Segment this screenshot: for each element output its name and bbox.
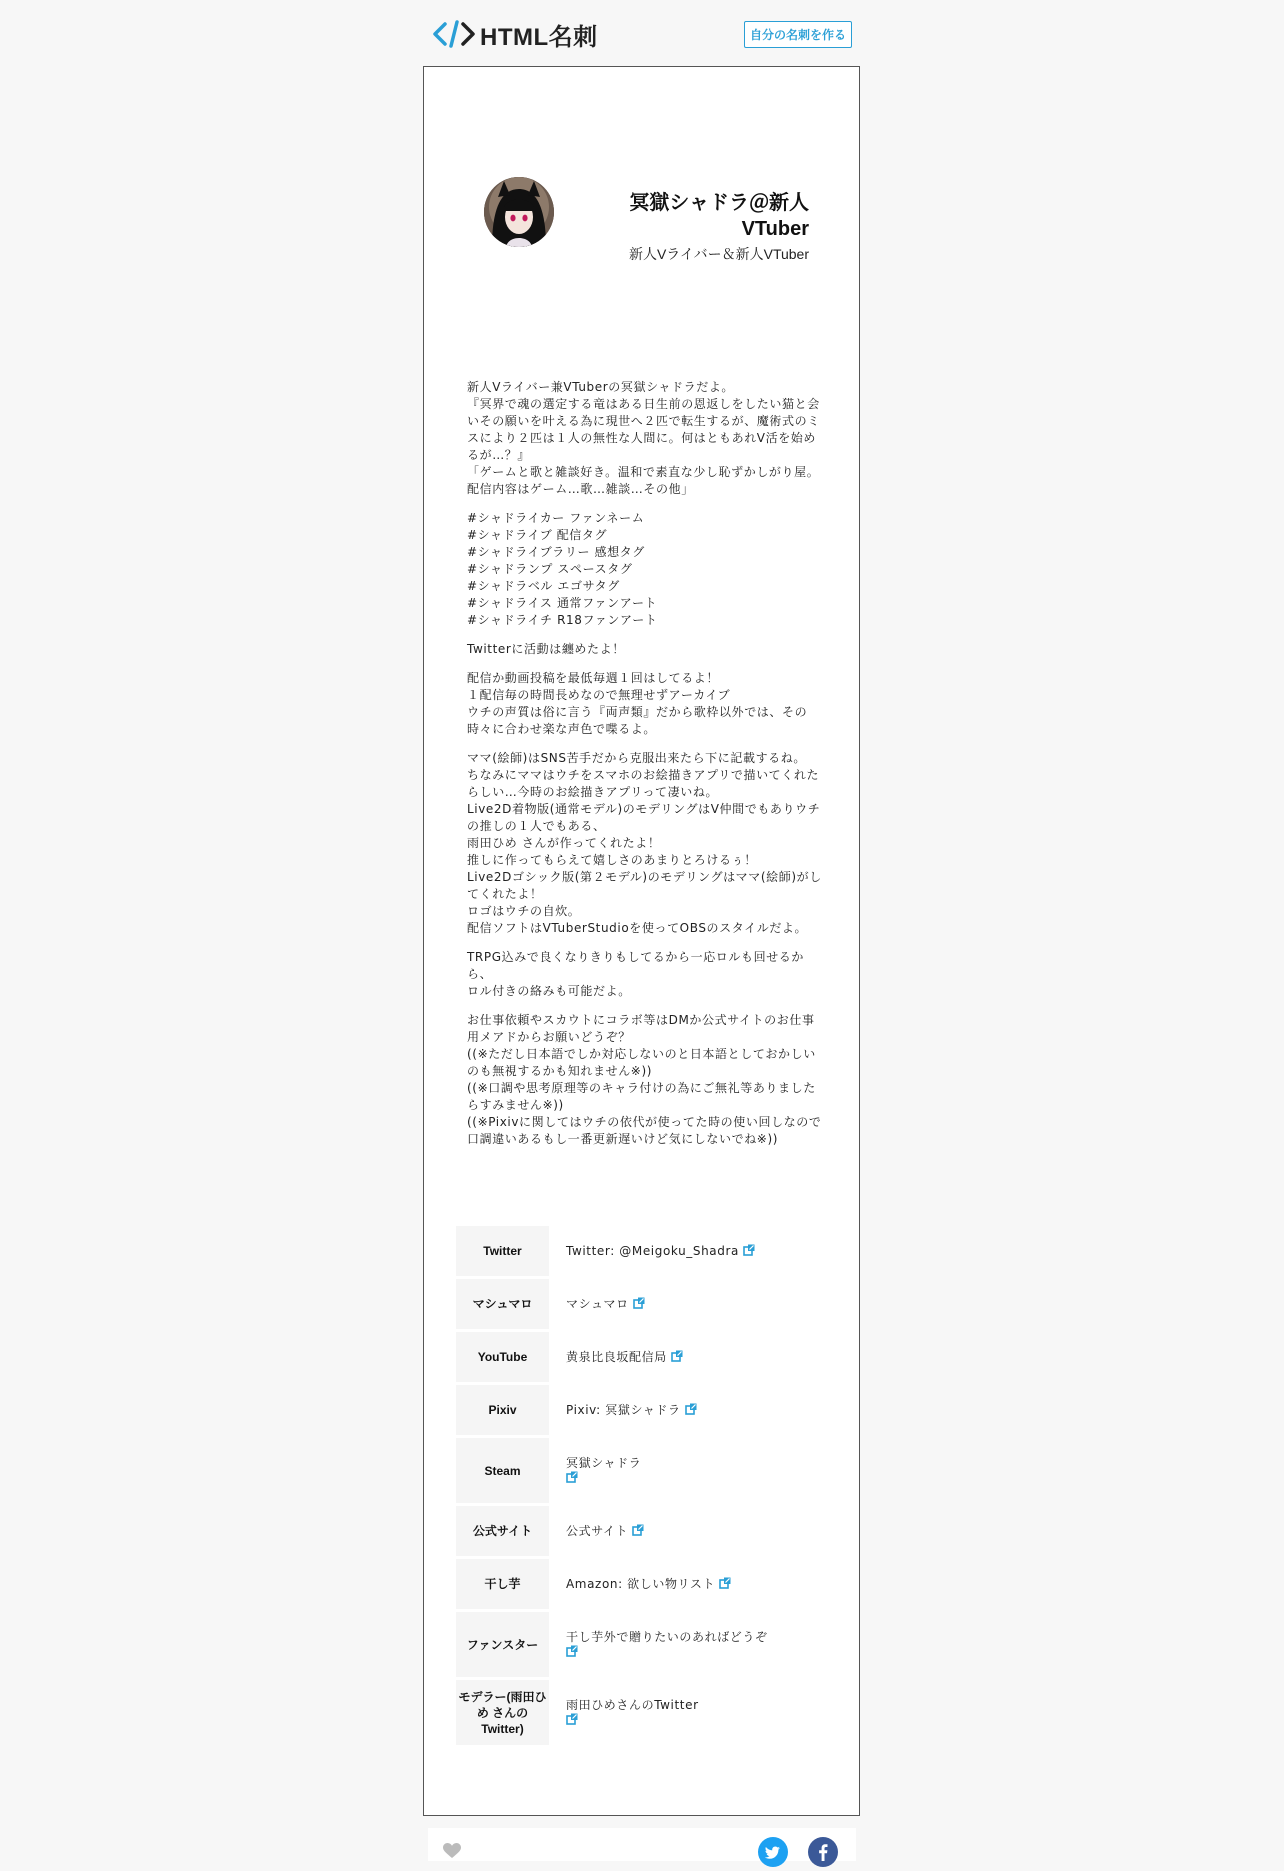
external-link-icon[interactable] xyxy=(632,1524,644,1536)
link-label: Twitter xyxy=(456,1226,549,1276)
external-link-icon[interactable] xyxy=(671,1350,683,1362)
link-row-steam xyxy=(456,1438,826,1503)
link-text[interactable]: 黄泉比良坂配信局 xyxy=(566,1349,667,1364)
avatar-illustration xyxy=(484,177,554,247)
link-text[interactable]: Amazon: 欲しい物リスト xyxy=(566,1576,716,1591)
external-link-icon[interactable] xyxy=(685,1403,697,1415)
links-table xyxy=(456,1223,826,1748)
profile-bio xyxy=(467,379,822,1160)
code-brackets-icon xyxy=(432,18,476,50)
link-value[interactable] xyxy=(549,1226,826,1276)
external-link-icon[interactable] xyxy=(566,1645,578,1657)
external-link-icon[interactable] xyxy=(633,1297,645,1309)
link-value[interactable] xyxy=(549,1680,826,1745)
external-link-icon[interactable] xyxy=(566,1471,578,1483)
link-row-wishlist xyxy=(456,1559,826,1609)
link-label: 干し芋 xyxy=(456,1559,549,1609)
profile-subtitle: 新人Vライバー＆新人VTuber xyxy=(628,246,809,262)
link-label: ファンスター xyxy=(456,1612,549,1677)
link-row-marshmallow xyxy=(456,1279,826,1329)
bio-paragraph: TRPG込みで良くなりきりもしてるから一応ロルも回せるから、 ロル付きの絡みも可能だよ。 xyxy=(467,950,805,998)
link-row-fanstar xyxy=(456,1612,826,1677)
top-bar xyxy=(0,0,1284,66)
share-twitter-button[interactable] xyxy=(758,1837,788,1867)
link-row-pixiv xyxy=(456,1385,826,1435)
link-value[interactable] xyxy=(549,1438,826,1503)
link-row-twitter xyxy=(456,1226,826,1276)
external-link-icon[interactable] xyxy=(719,1577,731,1589)
link-text[interactable]: Pixiv: 冥獄シャドラ xyxy=(566,1402,681,1417)
bio-paragraph: #シャドライカー ファンネーム #シャドライブ 配信タグ #シャドライブラリー 感想タグ #シャドランプ スペースタグ #シャドラベル エゴサタグ #シャドライス 通常ファンアート #シャドライチ R18ファンアート xyxy=(467,511,658,627)
link-label: Steam xyxy=(456,1438,549,1503)
profile-card xyxy=(423,66,860,1816)
link-label: 公式サイト xyxy=(456,1506,549,1556)
create-card-button[interactable]: 自分の名刺を作る xyxy=(744,21,852,48)
link-text[interactable]: 冥獄シャドラ xyxy=(566,1455,642,1470)
bio-paragraph: 配信か動画投稿を最低毎週１回はしてるよ！ １配信毎の時間長めなので無理せずアーカイブ ウチの声質は俗に言う『両声類』だから歌枠以外では、その時々に合わせ楽な声色で喋るよ。 xyxy=(467,671,808,736)
bio-paragraph: ママ(絵師)はSNS苦手だから克服出来たら下に記載するね。 ちなみにママはウチをスマホのお絵描きアプリで描いてくれたらしい…今時のお絵描きアプリって凄いね。 Live2D着物版(通常モデル)のモデリングはV仲間でもありウチの推しの１人でもある、 雨田ひめ さんが作ってくれたよ！ 推しに作ってもらえて嬉しさのあまりとろけるぅ！ Live2Dゴシック版(第２モデル)のモデリングはママ(絵師)がしてくれたよ！ ロゴはウチの自炊。 配信ソフトはVTuberStudioを使ってOBSのスタイルだよ。 xyxy=(467,751,822,935)
twitter-bird-icon xyxy=(758,1837,788,1867)
share-facebook-button[interactable] xyxy=(808,1837,838,1867)
link-row-official-site xyxy=(456,1506,826,1556)
logo-text: HTML名刺 xyxy=(480,23,598,51)
external-link-icon[interactable] xyxy=(566,1713,578,1725)
link-row-youtube xyxy=(456,1332,826,1382)
bio-paragraph: 新人Vライバー兼VTuberの冥獄シャドラだよ。 『冥界で魂の選定する竜はある日生前の恩返しをしたい猫と会いその願いを叶える為に現世へ２匹で転生するが、魔術式のミスにより２匹は１人の無性な人間に。何はともあれV活を始めるが…？』 「ゲームと歌と雑談好き。温和で素直な少し恥ずかしがり屋。配信内容はゲーム…歌…雑談…その他」 xyxy=(467,380,820,496)
link-text[interactable]: Twitter: @Meigoku_Shadra xyxy=(566,1243,739,1258)
bio-paragraph: お仕事依頼やスカウトにコラボ等はDMか公式サイトのお仕事用メアドからお願いどうぞ？ ((※ただし日本語でしか対応しないのと日本語としておかしいのも無視するかも知れません※)) ((※口調や思考原理等のキャラ付けの為にご無礼等ありましたらすみません※)) ((※Pixivに関してはウチの依代が使ってた時の使い回しなので口調違いあるもし一番更新遅いけど気にしないでね※)) xyxy=(467,1013,822,1146)
external-link-icon[interactable] xyxy=(743,1244,755,1256)
link-value[interactable] xyxy=(549,1559,826,1609)
link-value[interactable] xyxy=(549,1332,826,1382)
site-logo[interactable] xyxy=(432,18,598,50)
link-value[interactable] xyxy=(549,1385,826,1435)
link-text[interactable]: 公式サイト xyxy=(566,1523,629,1538)
heart-icon[interactable] xyxy=(443,1843,461,1859)
facebook-f-icon xyxy=(808,1837,838,1867)
link-label: マシュマロ xyxy=(456,1279,549,1329)
link-value[interactable] xyxy=(549,1279,826,1329)
link-value[interactable] xyxy=(549,1612,826,1677)
link-value[interactable] xyxy=(549,1506,826,1556)
link-label: YouTube xyxy=(456,1332,549,1382)
link-text[interactable]: 干し芋外で贈りたいのあればどうぞ xyxy=(566,1629,768,1644)
card-footer xyxy=(428,1828,856,1861)
link-row-modeler xyxy=(456,1680,826,1745)
avatar xyxy=(484,177,554,247)
bio-paragraph: Twitterに活動は纏めたよ！ xyxy=(467,642,625,656)
link-text[interactable]: 雨田ひめさんのTwitter xyxy=(566,1697,699,1712)
profile-name: 冥獄シャドラ＠新人VTuber xyxy=(629,192,809,240)
link-label: Pixiv xyxy=(456,1385,549,1435)
link-text[interactable]: マシュマロ xyxy=(566,1296,629,1311)
link-label: モデラー(雨田ひめ さんのTwitter) xyxy=(456,1680,549,1745)
